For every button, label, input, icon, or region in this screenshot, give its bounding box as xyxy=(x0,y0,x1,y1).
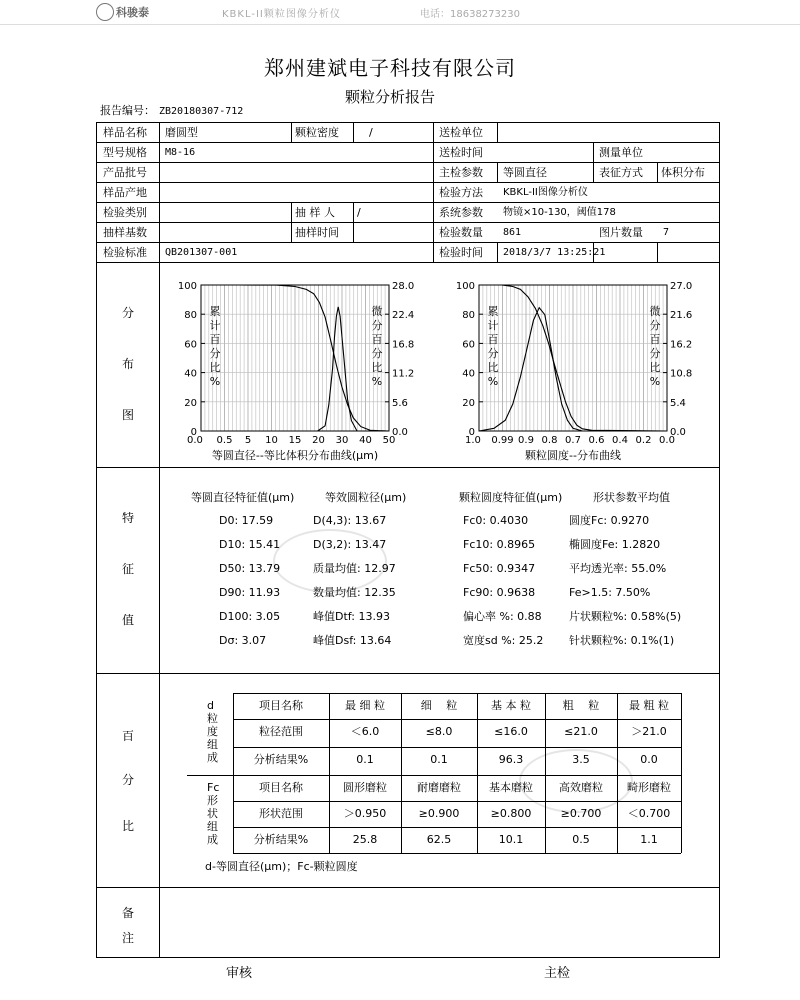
feature-value: 片状颗粒%: 0.58%(5) xyxy=(569,610,682,623)
fc-header-cell: 项目名称 xyxy=(259,781,303,794)
y2-axis-label-char: % xyxy=(371,375,383,388)
feature-header: 颗粒圆度特征值(μm) xyxy=(459,491,563,504)
inspect-label: 主检 xyxy=(544,966,571,981)
x-tick-label: 1.0 xyxy=(465,435,481,446)
fc-header-cell: 耐磨磨粒 xyxy=(417,781,461,794)
y2-axis-label-char: 分 xyxy=(649,347,661,360)
brand-logo: 科骏泰 xyxy=(96,3,164,21)
d-result-cell: 3.5 xyxy=(572,753,590,766)
x-tick-label: 0.6 xyxy=(588,435,605,446)
app-name: KBKL-II颗粒图像分析仪 xyxy=(222,9,341,20)
feature-value: 圆度Fc: 0.9270 xyxy=(569,514,650,527)
density-label: 颗粒密度 xyxy=(295,126,339,139)
fc-range-cell: 形状范围 xyxy=(259,807,303,820)
d-group-label: 成 xyxy=(207,751,218,764)
d-header-cell: 基 本 粒 xyxy=(491,699,531,712)
feature-value: D10: 15.41 xyxy=(219,538,281,551)
diameter-distribution-chart xyxy=(159,273,439,463)
time-value: 2018/3/7 13:25:21 xyxy=(503,247,606,258)
d-result-cell: 分析结果% xyxy=(253,753,309,766)
y2-tick-label: 22.4 xyxy=(392,310,415,322)
x-tick-label: 0.5 xyxy=(216,435,233,446)
count-label: 检验数量 xyxy=(439,226,483,239)
y2-axis-label-char: % xyxy=(649,375,661,388)
y-tick-label: 40 xyxy=(462,368,475,380)
d-range-cell: ≤8.0 xyxy=(425,725,453,738)
table-line xyxy=(233,693,234,853)
feature-value: 峰值Dtf: 13.93 xyxy=(313,610,390,623)
feature-value: Fc90: 0.9638 xyxy=(463,586,536,599)
section-notes-0: 备 xyxy=(122,906,135,920)
y2-axis-label-char: 百 xyxy=(649,333,661,346)
y-axis-label-char: 计 xyxy=(487,319,499,332)
d-header-cell: 项目名称 xyxy=(259,699,303,712)
x-tick-label: 30 xyxy=(335,435,349,446)
rep-label: 表征方式 xyxy=(599,166,643,179)
model-value: M8-16 xyxy=(165,147,196,158)
y-tick-label: 60 xyxy=(184,339,197,351)
fc-group-label: 状 xyxy=(207,807,218,820)
y2-tick-label: 11.2 xyxy=(392,368,415,380)
feature-value: 平均透光率: 55.0% xyxy=(569,562,667,575)
fc-group-label: Fc xyxy=(207,781,220,794)
d-header-cell: 细 粒 xyxy=(420,699,458,712)
section-feature-1: 征 xyxy=(122,562,135,576)
fc-header-cell: 基本磨粒 xyxy=(489,781,533,794)
d-result-cell: 0.1 xyxy=(430,753,448,766)
standard-value: QB201307-001 xyxy=(165,247,238,258)
y-axis-label-char: 分 xyxy=(209,347,221,360)
y2-axis-label-char: 比 xyxy=(649,361,661,374)
x-tick-label: 0.4 xyxy=(612,435,628,446)
report-title: 颗粒分析报告 xyxy=(344,88,435,106)
send-unit-label: 送检单位 xyxy=(439,126,483,139)
fc-range-cell: ≥0.900 xyxy=(418,807,460,820)
y2-tick-label: 21.6 xyxy=(670,310,693,322)
y2-tick-label: 27.0 xyxy=(670,281,693,292)
percent-note: d-等圆直径(μm)；Fc-颗粒圆度 xyxy=(205,860,358,873)
feature-value: 质量均值: 12.97 xyxy=(313,562,396,575)
roundness-distribution-chart xyxy=(437,273,719,463)
fc-group-label: 形 xyxy=(207,794,218,807)
d-result-cell: 96.3 xyxy=(498,753,524,766)
y-axis-label-char: 百 xyxy=(487,333,499,346)
y-axis-label-char: % xyxy=(487,375,499,388)
sampler-label: 抽 样 人 xyxy=(295,206,335,219)
feature-value: D90: 11.93 xyxy=(219,586,281,599)
feature-value: D0: 17.59 xyxy=(219,514,274,527)
feature-value: D(3,2): 13.47 xyxy=(313,538,387,551)
x-tick-label: 0.99 xyxy=(491,435,514,446)
y2-axis-label-char: 微 xyxy=(371,305,383,318)
report-number xyxy=(100,102,243,118)
y-tick-label: 100 xyxy=(455,281,475,292)
section-distribution-2: 图 xyxy=(122,408,135,422)
page-header xyxy=(0,0,800,25)
y-tick-label: 20 xyxy=(184,397,197,409)
images-label: 图片数量 xyxy=(599,226,643,239)
d-range-cell: 粒径范围 xyxy=(259,725,303,738)
feature-value: D(4,3): 13.67 xyxy=(313,514,387,527)
sample-name-value: 磨圆型 xyxy=(165,126,198,139)
fc-group-label: 组 xyxy=(207,820,218,833)
x-tick-label: 0.2 xyxy=(635,435,652,446)
section-notes-1: 注 xyxy=(122,931,135,945)
section-distribution-0: 分 xyxy=(122,306,135,320)
y-tick-label: 60 xyxy=(462,339,475,351)
sample-name-label: 样品名称 xyxy=(103,126,147,139)
y-tick-label: 80 xyxy=(184,310,197,322)
origin-label: 样品产地 xyxy=(103,186,147,199)
y2-axis-label-char: 比 xyxy=(371,361,383,374)
method-label: 检验方法 xyxy=(439,186,483,199)
d-group-label: 粒 xyxy=(207,712,218,725)
sys-label: 系统参数 xyxy=(439,206,483,219)
section-feature-0: 特 xyxy=(122,511,135,525)
y2-tick-label: 28.0 xyxy=(392,281,415,292)
section-percent-2: 比 xyxy=(122,819,135,833)
rep-value: 体积分布 xyxy=(661,166,705,179)
y2-tick-label: 0.0 xyxy=(670,427,686,438)
x-tick-label: 10 xyxy=(265,435,278,446)
feature-value: 数量均值: 12.35 xyxy=(313,586,396,599)
y-tick-label: 100 xyxy=(177,281,197,292)
section-percent-0: 百 xyxy=(122,729,135,743)
d-group-label: 度 xyxy=(207,725,218,738)
d-range-cell: ＞21.0 xyxy=(631,725,667,738)
company-name: 郑州建斌电子科技有限公司 xyxy=(264,56,516,80)
y-axis-label-char: 累 xyxy=(209,305,221,318)
table-line xyxy=(233,693,681,694)
fc-result-cell: 62.5 xyxy=(426,833,452,846)
feature-value: 峰值Dsf: 13.64 xyxy=(313,634,392,647)
y-axis-label-char: 分 xyxy=(487,347,499,360)
fc-result-cell: 0.5 xyxy=(572,833,590,846)
d-range-cell: ＜6.0 xyxy=(350,725,380,738)
sample-time-label: 抽样时间 xyxy=(295,226,339,239)
feature-header: 等效圆粒径(μm) xyxy=(325,491,407,504)
x-tick-label: 0.7 xyxy=(565,435,581,446)
fc-result-cell: 10.1 xyxy=(498,833,524,846)
table-line xyxy=(233,747,681,748)
batch-label: 产品批号 xyxy=(103,166,147,179)
section-distribution-1: 布 xyxy=(122,357,135,371)
fc-header-cell: 高效磨粒 xyxy=(559,781,603,794)
standard-label: 检验标准 xyxy=(103,246,147,259)
y-axis-label-char: % xyxy=(209,375,221,388)
y2-tick-label: 16.8 xyxy=(392,339,415,351)
main-param-value: 等圆直径 xyxy=(503,166,547,179)
category-label: 检验类别 xyxy=(103,206,147,219)
y2-tick-label: 16.2 xyxy=(670,339,693,351)
feature-value: Fc0: 0.4030 xyxy=(463,514,529,527)
d-range-cell: ≤21.0 xyxy=(564,725,598,738)
table-line xyxy=(545,693,546,853)
table-line xyxy=(233,719,681,720)
send-time-label: 送检时间 xyxy=(439,146,483,159)
report-number-label: 报告编号： xyxy=(100,104,155,117)
x-tick-label: 15 xyxy=(288,435,302,446)
feature-value: D50: 13.79 xyxy=(219,562,281,575)
x-tick-label: 0.0 xyxy=(659,435,675,446)
table-line xyxy=(681,693,682,853)
x-tick-label: 0.8 xyxy=(541,435,558,446)
section-percent-1: 分 xyxy=(122,773,135,787)
y-axis-label-char: 百 xyxy=(209,333,221,346)
d-group-label: 组 xyxy=(207,738,218,751)
table-line xyxy=(233,801,681,802)
table-line xyxy=(617,693,618,853)
d-header-cell: 最 粗 粒 xyxy=(629,699,669,712)
y2-tick-label: 5.4 xyxy=(670,397,686,409)
x-tick-label: 0.0 xyxy=(187,435,203,446)
y2-axis-label-char: 分 xyxy=(371,319,383,332)
table-line xyxy=(233,827,681,828)
y2-axis-label-char: 分 xyxy=(649,319,661,332)
feature-header: 等圆直径特征值(μm) xyxy=(191,491,295,504)
y-axis-label xyxy=(488,305,499,388)
feature-value: 针状颗粒%: 0.1%(1) xyxy=(569,634,675,647)
y-axis-label-char: 累 xyxy=(487,305,499,318)
density-value: / xyxy=(369,126,373,139)
count-value: 861 xyxy=(503,227,522,238)
y2-axis-label-char: 分 xyxy=(371,347,383,360)
table-line xyxy=(477,693,478,853)
sampler-value: / xyxy=(357,206,361,219)
model-label: 型号规格 xyxy=(103,146,147,159)
table-line xyxy=(401,693,402,853)
y2-axis-label-char: 百 xyxy=(371,333,383,346)
x-axis-label: 等圆直径--等比体积分布曲线(μm) xyxy=(211,449,379,462)
main-param-label: 主检参数 xyxy=(439,166,483,179)
y2-axis-label-char: 微 xyxy=(649,305,661,318)
feature-value: Dσ: 3.07 xyxy=(219,634,267,647)
feature-value: 椭圆度Fe: 1.2820 xyxy=(569,538,661,551)
d-header-cell: 最 细 粒 xyxy=(345,699,385,712)
meas-unit-label: 测量单位 xyxy=(599,146,643,159)
d-header-cell: 粗 粒 xyxy=(562,699,600,712)
table-line xyxy=(233,853,681,854)
table-line xyxy=(329,693,330,853)
y-axis-label-char: 比 xyxy=(209,361,221,374)
y-tick-label: 40 xyxy=(184,368,197,380)
method-value: KBKL-II图像分析仪 xyxy=(503,187,588,198)
feature-value: 宽度sd %: 25.2 xyxy=(463,634,544,647)
x-tick-label: 20 xyxy=(312,435,325,446)
fc-result-cell: 分析结果% xyxy=(253,833,309,846)
report-table xyxy=(96,122,720,958)
sys-value: 物镜×10-130，阈值178 xyxy=(503,207,616,218)
y-axis-label-char: 计 xyxy=(209,319,221,332)
feature-value: 偏心率 %: 0.88 xyxy=(463,610,542,623)
fc-result-cell: 25.8 xyxy=(352,833,378,846)
y-tick-label: 0 xyxy=(190,427,197,438)
d-result-cell: 0.1 xyxy=(356,753,374,766)
images-value: 7 xyxy=(663,227,670,238)
y2-tick-label: 5.6 xyxy=(392,397,408,409)
x-tick-label: 40 xyxy=(359,435,372,446)
feature-value: Fc10: 0.8965 xyxy=(463,538,536,551)
x-axis-label: 颗粒圆度--分布曲线 xyxy=(525,449,621,462)
d-range-cell: ≤16.0 xyxy=(494,725,528,738)
feature-value: Fc50: 0.9347 xyxy=(463,562,536,575)
y2-tick-label: 0.0 xyxy=(392,427,408,438)
feature-value: D100: 3.05 xyxy=(219,610,281,623)
d-result-cell: 0.0 xyxy=(640,753,658,766)
y-tick-label: 80 xyxy=(462,310,475,322)
fc-range-cell: ≥0.800 xyxy=(490,807,532,820)
y-tick-label: 20 xyxy=(462,397,475,409)
fc-range-cell: ＞0.950 xyxy=(343,807,387,820)
base-label: 抽样基数 xyxy=(103,226,147,239)
x-tick-label: 0.9 xyxy=(518,435,534,446)
time-label: 检验时间 xyxy=(439,246,483,259)
y-axis-label xyxy=(210,305,221,388)
table-line xyxy=(187,775,681,776)
fc-header-cell: 畸形磨粒 xyxy=(627,781,671,794)
fc-range-cell: ＜0.700 xyxy=(627,807,671,820)
x-tick-label: 50 xyxy=(382,435,396,446)
report-number-value: ZB20180307-712 xyxy=(159,106,244,117)
fc-group-label: 成 xyxy=(207,833,218,846)
d-group-label: d xyxy=(207,699,214,712)
review-label: 审核 xyxy=(226,966,253,981)
fc-range-cell: ≥0.700 xyxy=(560,807,602,820)
feature-value: Fe>1.5: 7.50% xyxy=(569,586,651,599)
section-feature-2: 值 xyxy=(122,613,135,627)
fc-result-cell: 1.1 xyxy=(640,833,658,846)
x-tick-label: 5 xyxy=(244,435,252,446)
y-axis-label-char: 比 xyxy=(487,361,499,374)
y-tick-label: 0 xyxy=(468,427,475,438)
y2-tick-label: 10.8 xyxy=(670,368,693,380)
phone-number: 电话：18638273230 xyxy=(420,9,520,20)
feature-header: 形状参数平均值 xyxy=(593,491,670,504)
fc-header-cell: 圆形磨粒 xyxy=(343,781,387,794)
logo-icon xyxy=(96,3,114,21)
